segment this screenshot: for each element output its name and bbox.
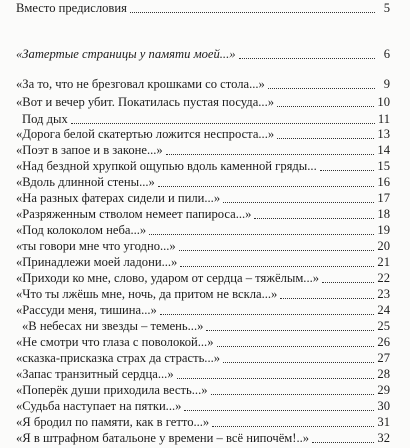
dot-leader (320, 170, 375, 171)
dot-leader (184, 410, 374, 411)
toc-entry-page-number: 13 (377, 127, 390, 141)
toc-entry (16, 334, 390, 350)
toc-entry-title: Под дых (22, 112, 68, 126)
toc-entry (16, 430, 390, 446)
toc-entry (16, 238, 390, 254)
toc-entry (16, 0, 390, 16)
toc-entry-title: «Что ты лжёшь мне, ночь, да притом не вскла...» (16, 287, 278, 301)
toc-entry-title: «Дорога белой скатертью ложится неспроста...» (16, 127, 275, 141)
toc-entry (16, 111, 390, 127)
toc-entry-page-number: 19 (377, 223, 390, 237)
toc-entry (16, 350, 390, 366)
toc-entry-page-number: 31 (377, 415, 390, 429)
dot-leader (217, 346, 375, 347)
dot-leader (277, 106, 374, 107)
toc-entry-title: «Под колоколом неба...» (16, 223, 147, 237)
dot-leader (268, 88, 375, 89)
dot-leader (254, 218, 374, 219)
toc-entry-title: Вместо предисловия (16, 1, 127, 15)
toc-entry-page-number: 27 (377, 351, 390, 365)
toc-entry-title: «Вдоль длинной стены...» (16, 175, 155, 189)
toc-entry (16, 190, 390, 206)
toc-entry-page-number: 32 (377, 431, 390, 445)
toc-entry (16, 174, 390, 190)
toc-entry-page-number: 28 (377, 367, 390, 381)
toc-entry-page-number: 29 (377, 383, 390, 397)
toc-entry-page-number: 26 (377, 335, 390, 349)
toc-entry-title: «сказка-присказка страх да страсть...» (16, 351, 221, 365)
toc-entry-title: «Судьба наступает на пятки...» (16, 399, 182, 413)
toc-entry (16, 76, 390, 92)
toc-entry (16, 414, 390, 430)
toc-entry (16, 46, 390, 62)
toc-entry (16, 302, 390, 318)
toc-entry (16, 366, 390, 382)
toc-entry-page-number: 11 (377, 112, 390, 126)
dot-leader (223, 202, 374, 203)
toc-entry (16, 158, 390, 174)
toc-entry-title: «Над бездной хрупкой ощупью вдоль каменной гряды... (16, 159, 317, 173)
toc-entry (16, 318, 390, 334)
toc-entry (16, 270, 390, 286)
dot-leader (130, 12, 375, 13)
dot-leader (71, 123, 375, 124)
toc-entry-title: «Поперёк души приходила весть...» (16, 383, 208, 397)
toc-entry-page-number: 23 (377, 287, 390, 301)
toc-entry (16, 206, 390, 222)
toc-entry-title: «Запас транзитный сердца...» (16, 367, 174, 381)
toc-entry-title: «Принадлежи моей ладони...» (16, 255, 178, 269)
toc-entry-page-number: 21 (377, 255, 390, 269)
toc-entry-page-number: 6 (383, 47, 390, 61)
toc-entry (16, 382, 390, 398)
toc-entry-page-number: 18 (377, 207, 390, 221)
dot-leader (239, 58, 375, 59)
toc-entry-title: «Я в штрафном батальоне у времени – всё нипочём!..» (16, 431, 310, 445)
toc-entry-title: «В небесах ни звезды – темень...» (22, 319, 204, 333)
toc-entry (16, 126, 390, 142)
toc-entry (16, 254, 390, 270)
toc-entry-page-number: 15 (377, 159, 390, 173)
dot-leader (212, 426, 374, 427)
toc-entry-title: «ты говори мне что угодно...» (16, 239, 176, 253)
toc-entry-page-number: 9 (383, 77, 390, 91)
dot-leader (179, 250, 375, 251)
toc-entry-title: «Разряженным стволом немеет папироса...» (16, 207, 252, 221)
toc-entry-page-number: 5 (383, 1, 390, 15)
dot-leader (177, 378, 375, 379)
toc-entry (16, 94, 390, 110)
dot-leader (158, 186, 375, 187)
toc-entry-page-number: 14 (377, 143, 390, 157)
toc-entry-title: «Рассуди меня, тишина...» (16, 303, 157, 317)
toc-entry-page-number: 24 (377, 303, 390, 317)
toc-entry-page-number: 20 (377, 239, 390, 253)
dot-leader (160, 314, 375, 315)
toc-entry-title: «На разных фатерах сидели и пили...» (16, 191, 221, 205)
dot-leader (211, 394, 375, 395)
toc-entry (16, 142, 390, 158)
toc-entry-title: «Затертые страницы у памяти моей...» (16, 47, 236, 61)
toc-entry (16, 286, 390, 302)
toc-entry-title: «Не смотри что глаза с поволокой...» (16, 335, 214, 349)
toc-entry-title: «Я бродил по памяти, как в гетто...» (16, 415, 210, 429)
toc-entry-title: «Поэт в запое и в законе...» (16, 143, 163, 157)
dot-leader (206, 330, 374, 331)
toc-entry (16, 398, 390, 414)
dot-leader (277, 138, 374, 139)
dot-leader (312, 442, 374, 443)
dot-leader (149, 234, 374, 235)
dot-leader (322, 282, 374, 283)
toc-entry-page-number: 17 (377, 191, 390, 205)
toc-entry-page-number: 22 (377, 271, 390, 285)
toc-entry-title: «Вот и вечер убит. Покатилась пустая посуда...» (16, 95, 275, 109)
dot-leader (280, 298, 374, 299)
toc-entry-page-number: 30 (377, 399, 390, 413)
dot-leader (166, 154, 375, 155)
toc-entry-page-number: 16 (377, 175, 390, 189)
toc-entry-page-number: 10 (377, 95, 390, 109)
toc-entry-title: «За то, что не брезговал крошками со стола...» (16, 77, 265, 91)
dot-leader (180, 266, 374, 267)
toc-entry-page-number: 25 (377, 319, 390, 333)
toc-entry-title: «Приходи ко мне, слово, ударом от сердца – тяжёлым...» (16, 271, 320, 285)
dot-leader (223, 362, 374, 363)
toc-entry (16, 222, 390, 238)
